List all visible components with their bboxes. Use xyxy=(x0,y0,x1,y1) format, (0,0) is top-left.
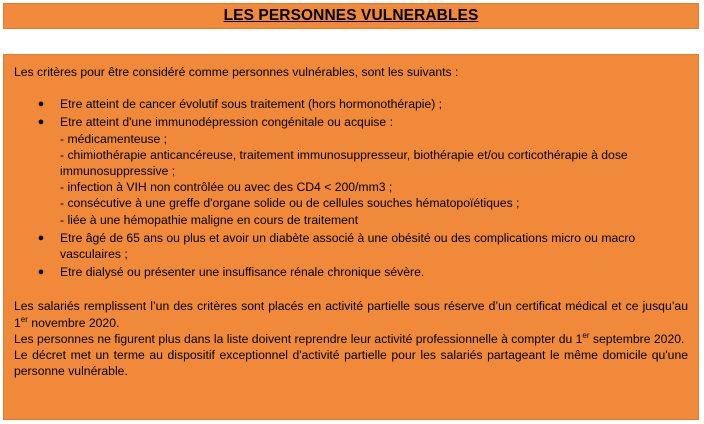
paragraph-decree: Le décret met un terme au dispositif exceptionnel d'activité partielle pour les salariés partageant le même domicile qu'une personne vulnérable. xyxy=(14,348,688,379)
sub-criteria-item: - médicamenteuse ; xyxy=(60,131,168,146)
sub-criteria-item: - chimiothérapie anticancéreuse, traitement immunosuppresseur, biothérapie et/ou corticothérapie à dose immunosuppressive ; xyxy=(60,147,628,179)
criteria-list xyxy=(14,96,688,280)
title-banner xyxy=(3,3,699,29)
sub-criteria-list xyxy=(60,131,688,228)
criteria-item xyxy=(37,264,688,280)
criteria-text: Etre âgé de 65 ans ou plus et avoir un diabète associé à une obésité ou des complications micro ou macro vasculaires ; xyxy=(60,230,636,262)
spacer xyxy=(14,80,688,96)
sub-criteria-item: - infection à VIH non contrôlée ou avec des CD4 < 200/mm3 ; xyxy=(60,180,393,195)
sub-criteria-item: - liée à une hémopathie maligne en cours de traitement xyxy=(60,212,359,227)
criteria-text: Etre atteint de cancer évolutif sous traitement (hors hormonothérapie) ; xyxy=(60,97,443,112)
criteria-item xyxy=(37,230,688,262)
bullet-icon: ● xyxy=(37,266,45,279)
bullet-icon: ● xyxy=(37,231,45,244)
spacer xyxy=(14,282,688,298)
criteria-text: Etre dialysé ou présenter une insuffisance rénale chronique sévère. xyxy=(60,265,425,280)
paragraph-resume-activity xyxy=(14,331,688,347)
paragraph-certificate-text: Les salariés remplissent l’un des critères sont placés en activité partielle sous réserve d’un certificat médical et ce jusqu’au 1 xyxy=(14,299,688,330)
criteria-item xyxy=(37,114,688,227)
superscript-er: er xyxy=(582,330,590,340)
paragraph-resume-activity-end: septembre 2020. xyxy=(589,331,685,346)
paragraph-certificate xyxy=(14,298,688,330)
sub-criteria-item: - consécutive à une greffe d'organe solide ou de cellules souches hématopoïétiques ; xyxy=(60,196,520,211)
page-title: LES PERSONNES VULNERABLES xyxy=(223,7,479,24)
superscript-er: er xyxy=(20,314,28,324)
paragraph-resume-activity-text: Les personnes ne figurent plus dans la liste doivent reprendre leur activité professionnelle à compter du 1 xyxy=(14,331,583,346)
criteria-item xyxy=(37,96,688,112)
intro-text: Les critères pour être considéré comme personnes vulnérables, sont les suivants : xyxy=(14,65,459,79)
paragraph-certificate-end: novembre 2020. xyxy=(27,315,120,330)
criteria-text: Etre atteint d'une immunodépression congénitale ou acquise : xyxy=(60,115,393,130)
bullet-icon: ● xyxy=(37,98,45,111)
bullet-icon: ● xyxy=(37,116,45,129)
criteria-panel xyxy=(3,54,699,420)
